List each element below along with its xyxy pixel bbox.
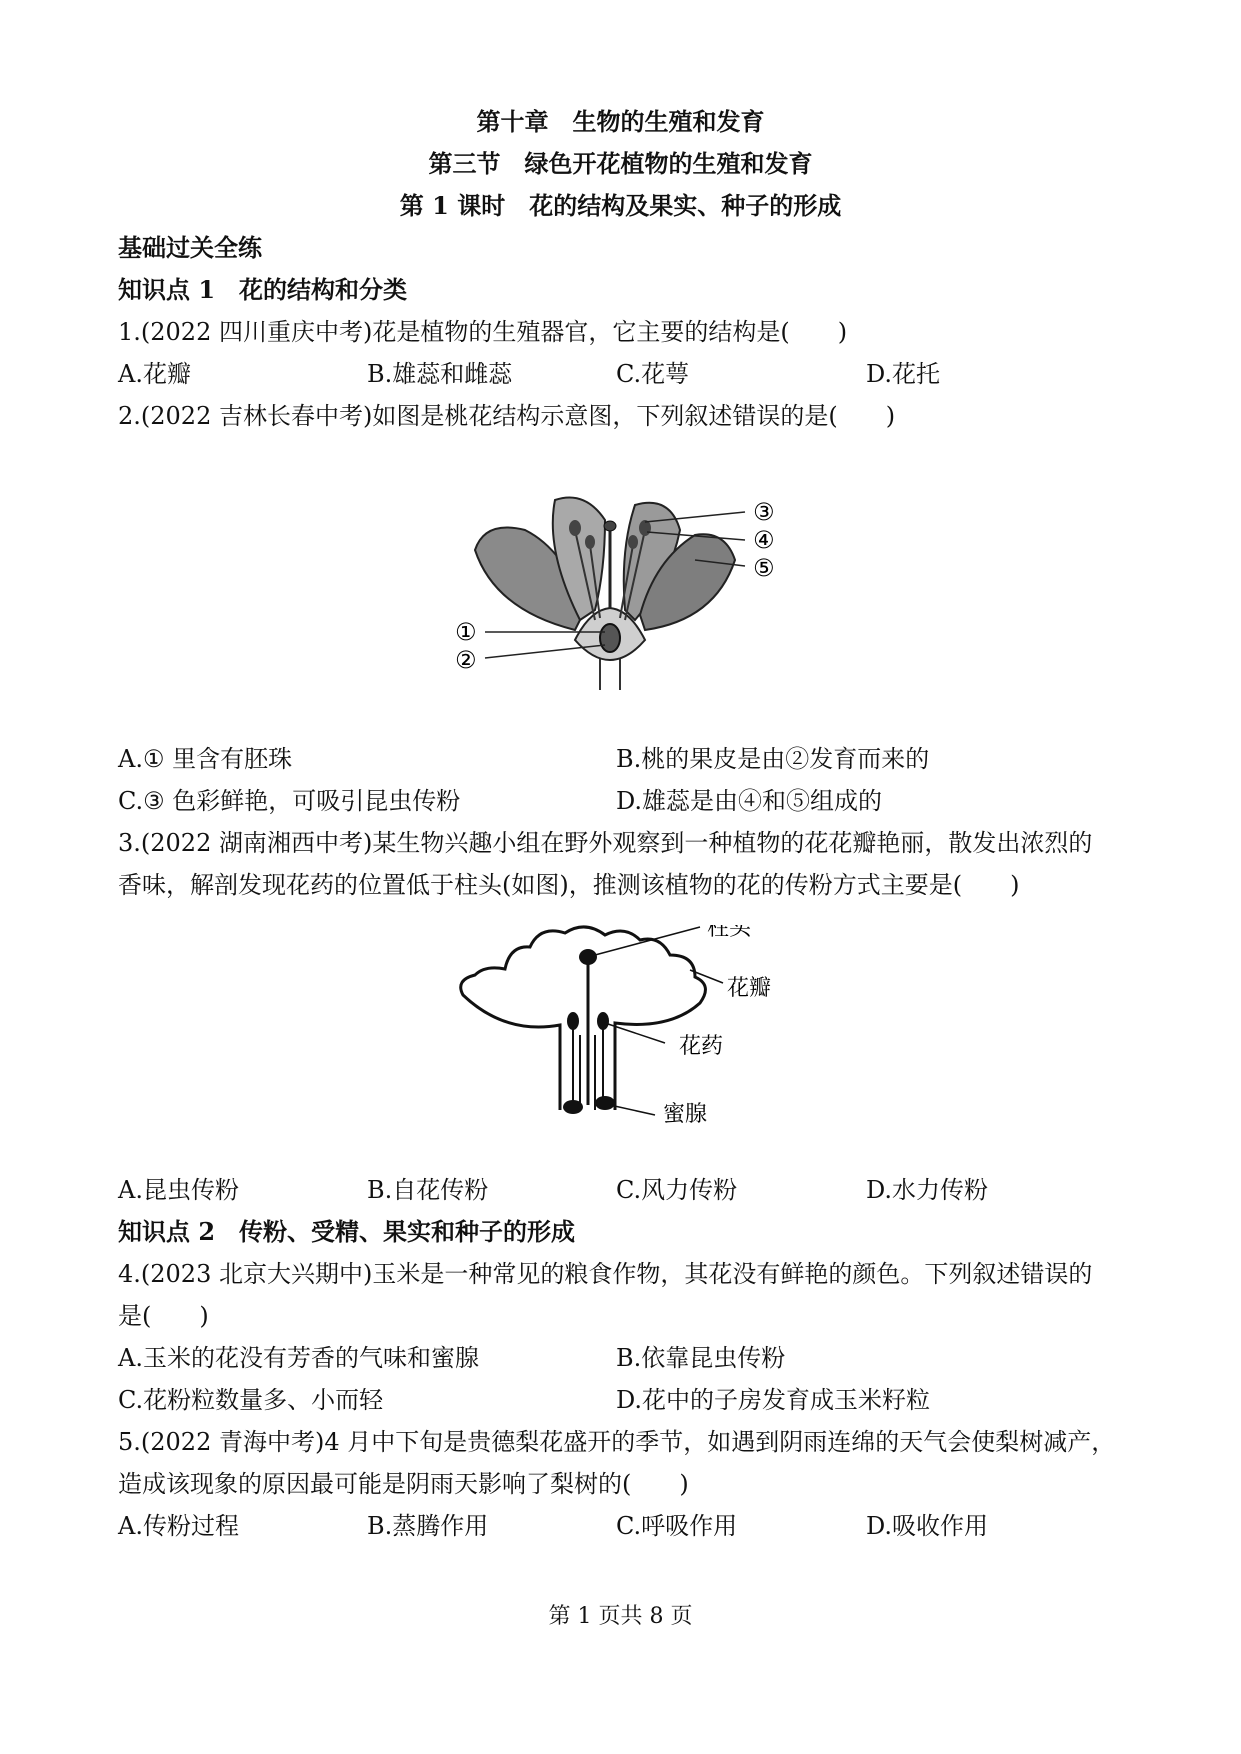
peach-flower-illustration xyxy=(455,490,795,710)
question-5-option-a: A.传粉过程 xyxy=(118,1512,239,1540)
question-5-option-b: B.蒸腾作用 xyxy=(367,1512,489,1540)
question-1-stem: 1.(2022 四川重庆中考)花是植物的生殖器官，它主要的结构是( ) xyxy=(118,318,848,346)
fig2-label-3: ③ xyxy=(753,498,775,526)
question-2-option-c: C.③ 色彩鲜艳，可吸引昆虫传粉 xyxy=(118,787,461,815)
question-1-option-d: D.花托 xyxy=(866,360,941,388)
fig2-label-2: ② xyxy=(455,646,477,674)
flower-section-illustration xyxy=(455,925,815,1140)
question-5-option-d: D.吸收作用 xyxy=(866,1512,989,1540)
question-4-option-c: C.花粉粒数量多、小而轻 xyxy=(118,1386,384,1414)
question-1-option-c: C.花萼 xyxy=(616,360,690,388)
question-2-stem: 2.(2022 吉林长春中考)如图是桃花结构示意图，下列叙述错误的是( ) xyxy=(118,402,896,430)
question-4-option-d: D.花中的子房发育成玉米籽粒 xyxy=(616,1386,931,1414)
fig2-label-4: ④ xyxy=(753,526,775,554)
question-4-stem-line1: 4.(2023 北京大兴期中)玉米是一种常见的粮食作物，其花没有鲜艳的颜色。下列叙述错误的 xyxy=(118,1260,1093,1288)
fig2-label-5: ⑤ xyxy=(753,554,775,582)
question-2-option-b: B.桃的果皮是由②发育而来的 xyxy=(616,745,930,773)
fig3-label-stigma: 柱头 xyxy=(707,925,752,941)
fig3-label-anther: 花药 xyxy=(679,1034,724,1059)
lesson-title: 第 1 课时 花的结构及果实、种子的形成 xyxy=(399,191,842,220)
question-3-option-d: D.水力传粉 xyxy=(866,1176,989,1204)
question-1-option-a: A.花瓣 xyxy=(118,360,191,388)
fig3-label-nectary: 蜜腺 xyxy=(663,1102,708,1127)
question-2-option-a: A.① 里含有胚珠 xyxy=(118,745,293,773)
section-title: 第三节 绿色开花植物的生殖和发育 xyxy=(428,149,813,178)
question-4-option-a: A.玉米的花没有芳香的气味和蜜腺 xyxy=(118,1344,479,1372)
question-3-stem-line1: 3.(2022 湖南湘西中考)某生物兴趣小组在野外观察到一种植物的花花瓣艳丽，散发出浓烈的 xyxy=(118,829,1093,857)
question-5-option-c: C.呼吸作用 xyxy=(616,1512,738,1540)
practice-heading: 基础过关全练 xyxy=(118,233,262,262)
knowledge-point-1: 知识点 1 花的结构和分类 xyxy=(118,275,408,304)
flower-section-diagram xyxy=(455,925,815,1140)
question-4-stem-line2: 是( ) xyxy=(118,1302,209,1330)
question-3-option-b: B.自花传粉 xyxy=(367,1176,489,1204)
question-1-option-b: B.雄蕊和雌蕊 xyxy=(367,360,513,388)
question-3-option-c: C.风力传粉 xyxy=(616,1176,738,1204)
peach-flower-diagram xyxy=(455,490,795,710)
knowledge-point-2: 知识点 2 传粉、受精、果实和种子的形成 xyxy=(118,1217,576,1246)
question-3-stem-line2: 香味，解剖发现花药的位置低于柱头(如图)，推测该植物的花的传粉方式主要是( ) xyxy=(118,871,1020,899)
page-footer: 第 1 页共 8 页 xyxy=(548,1604,693,1629)
question-2-option-d: D.雄蕊是由④和⑤组成的 xyxy=(616,787,883,815)
question-4-option-b: B.依靠昆虫传粉 xyxy=(616,1344,786,1372)
question-5-stem-line2: 造成该现象的原因最可能是阴雨天影响了梨树的( ) xyxy=(118,1470,689,1498)
question-5-stem-line1: 5.(2022 青海中考)4 月中下旬是贵德梨花盛开的季节，如遇到阴雨连绵的天气会使梨树减产， xyxy=(118,1428,1116,1456)
chapter-title: 第十章 生物的生殖和发育 xyxy=(476,107,765,136)
fig2-label-1: ① xyxy=(455,618,477,646)
question-3-option-a: A.昆虫传粉 xyxy=(118,1176,239,1204)
fig3-label-petal: 花瓣 xyxy=(727,976,772,1001)
